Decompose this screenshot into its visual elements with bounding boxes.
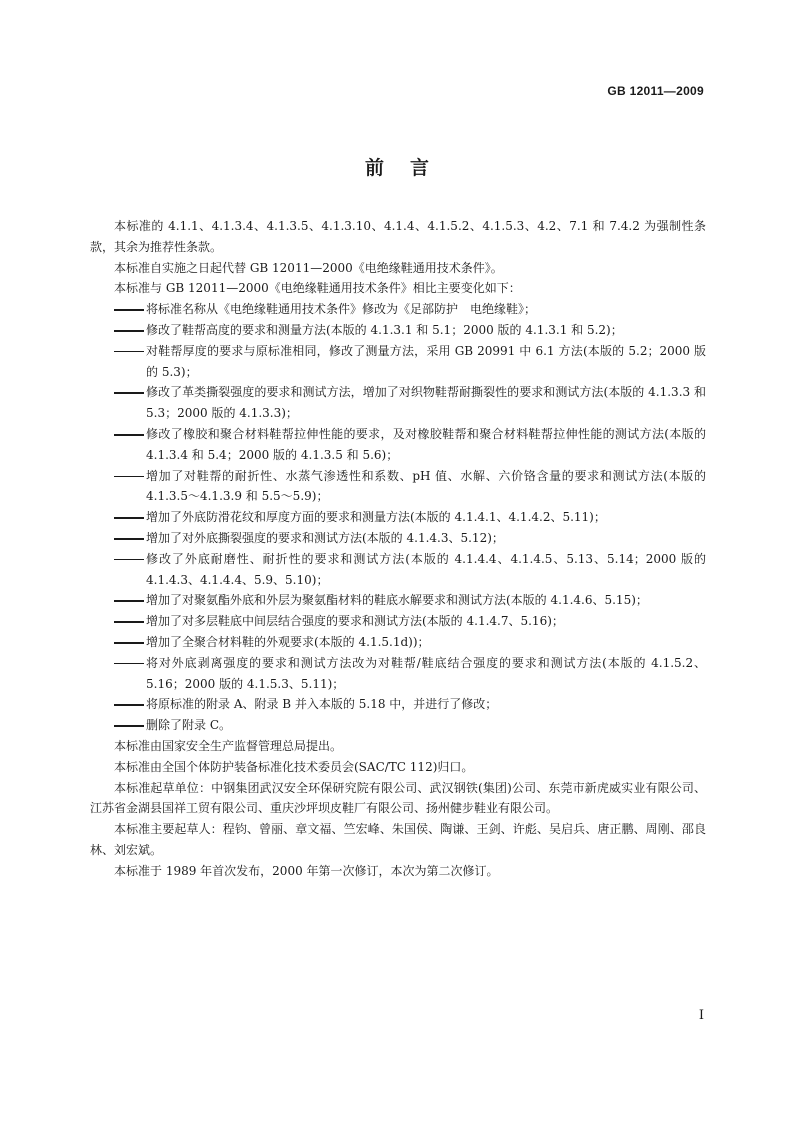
change-item: 将原标准的附录 A、附录 B 并入本版的 5.18 中，并进行了修改； [90,694,706,715]
paragraph-changes-intro: 本标准与 GB 12011—2000《电绝缘鞋通用技术条件》相比主要变化如下： [114,281,521,296]
paragraph-history: 本标准于 1989 年首次发布，2000 年第一次修订，本次为第二次修订。 [114,863,499,878]
change-item: 增加了对多层鞋底中间层结合强度的要求和测试方法(本版的 4.1.4.7、5.16)； [90,611,706,632]
page-number: I [698,1008,704,1023]
paragraph-drafters: 本标准主要起草人：程钧、曾丽、章文福、竺宏峰、朱国侯、陶谦、王剑、许彪、吴启兵、唐正鹏、周刚、邵良林、刘宏斌。 [90,822,706,857]
standard-code: GB 12011—2009 [607,84,704,98]
paragraph-under-jurisdiction: 本标准由全国个体防护装备标准化技术委员会(SAC/TC 112)归口。 [114,759,474,774]
change-item: 增加了全聚合材料鞋的外观要求(本版的 4.1.5.1d))； [90,632,706,653]
change-item: 增加了对聚氨酯外底和外层为聚氨酯材料的鞋底水解要求和测试方法(本版的 4.1.4.6、5.15)； [90,590,706,611]
change-item: 对鞋帮厚度的要求与原标准相同，修改了测量方法，采用 GB 20991 中 6.1 方法(本版的 5.2；2000 版的 5.3)； [90,341,706,383]
change-item: 增加了对鞋帮的耐折性、水蒸气渗透性和系数、pH 值、水解、六价铬含量的要求和测试方法(本版的 4.1.3.5～4.1.3.9 和 5.5～5.9)； [90,466,706,508]
change-item: 删除了附录 C。 [90,715,706,736]
change-item: 修改了革类撕裂强度的要求和测试方法，增加了对织物鞋帮耐撕裂性的要求和测试方法(本版的 4.1.3.3 和 5.3；2000 版的 4.1.3.3)； [90,382,706,424]
change-item: 增加了对外底撕裂强度的要求和测试方法(本版的 4.1.4.3、5.12)； [90,528,706,549]
page-title: 前言 [364,157,455,179]
change-item: 增加了外底防滑花纹和厚度方面的要求和测量方法(本版的 4.1.4.1、4.1.4.2、5.11)； [90,507,706,528]
paragraph-drafting-units: 本标准起草单位：中钢集团武汉安全环保研究院有限公司、武汉钢铁(集团)公司、东莞市新虎威实业有限公司、江苏省金湖县国祥工贸有限公司、重庆沙坪坝皮鞋厂有限公司、扬州健步鞋业有限公司。 [90,780,706,816]
paragraph-mandatory-clauses: 本标准的 4.1.1、4.1.3.4、4.1.3.5、4.1.3.10、4.1.4、4.1.5.2、4.1.5.3、4.2、7.1 和 7.4.2 为强制性条款，其余为推荐性条款。 [90,219,706,254]
change-item: 修改了鞋帮高度的要求和测量方法(本版的 4.1.3.1 和 5.1；2000 版的 4.1.3.1 和 5.2)； [90,320,706,341]
change-item: 修改了外底耐磨性、耐折性的要求和测试方法(本版的 4.1.4.4、4.1.4.5、5.13、5.14；2000 版的 4.1.4.3、4.1.4.4、5.9、5.10)； [90,549,706,591]
paragraph-replaces: 本标准自实施之日起代替 GB 12011—2000《电绝缘鞋通用技术条件》。 [114,260,503,275]
change-item: 修改了橡胶和聚合材料鞋帮拉伸性能的要求，及对橡胶鞋帮和聚合材料鞋帮拉伸性能的测试方法(本版的 4.1.3.4 和 5.4；2000 版的 4.1.3.5 和 5.6)； [90,424,706,466]
foreword-body [90,216,706,882]
change-item: 将标准名称从《电绝缘鞋通用技术条件》修改为《足部防护 电绝缘鞋》； [90,299,706,320]
change-item: 将对外底剥离强度的要求和测试方法改为对鞋帮/鞋底结合强度的要求和测试方法(本版的 4.1.5.2、5.16；2000 版的 4.1.5.3、5.11)； [90,653,706,695]
paragraph-proposed-by: 本标准由国家安全生产监督管理总局提出。 [114,738,343,753]
